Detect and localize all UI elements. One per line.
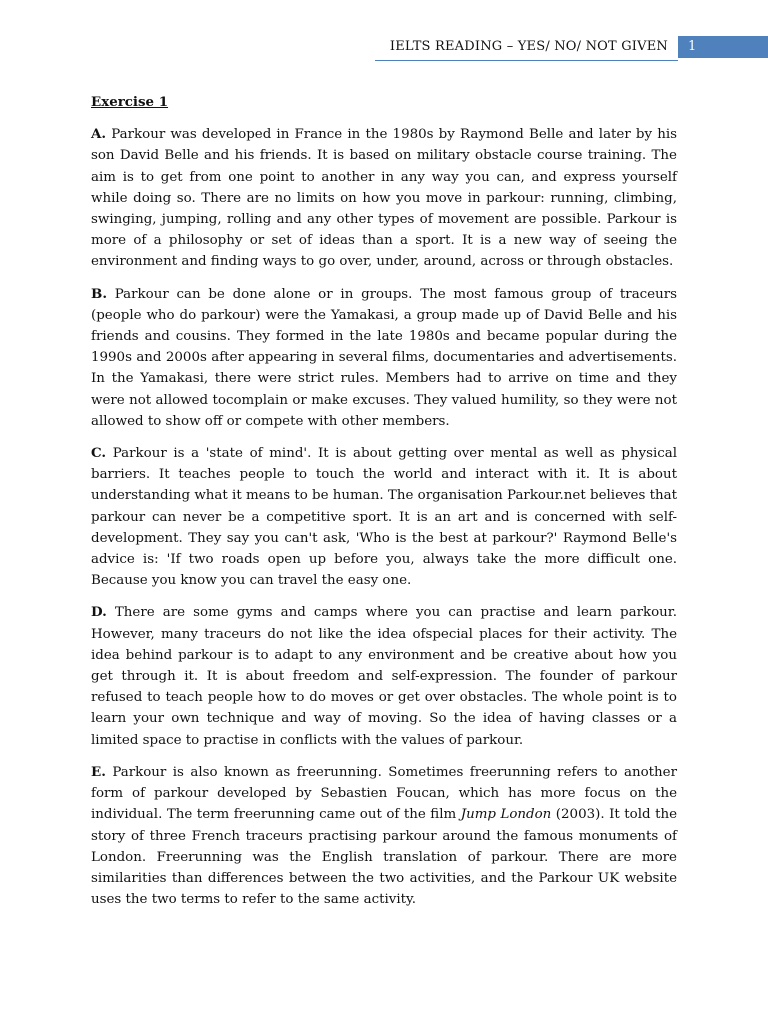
page-number-badge	[678, 36, 768, 58]
paragraph-text: Parkour was developed in France in the 1980s by Raymond Belle and later by his son David Belle and his friends. It is based on military obstacle course training. The aim is to get from one point to another in any way you can, and express yourself while doing so. There are no limits on how you move in parkour: running, climbing, swinging, jumping, rolling and any other types of movement are possible. Parkour is more of a philosophy or set of ideas than a sport. It is a new way of seeing the environment and finding ways to go over, under, around, across or through obstacles.	[91, 127, 677, 270]
paragraph-text: (2003). It told the story of three French traceurs practising parkour around the famous monuments of London. Freerunning was the English translation of parkour. There are more similarities than differences between the two activities, and the Parkour UK website uses the two terms to refer to the same activity.	[91, 807, 677, 908]
paragraph-text: Parkour is also known as freerunning. Sometimes freerunning refers to another form of parkour developed by Sebastien Foucan, which has more focus on the individual. The term freerunning came out of the film	[91, 764, 677, 823]
paragraph-b	[91, 284, 677, 432]
paragraph-text: Parkour is a 'state of mind'. It is about getting over mental as well as physical barriers. It teaches people to touch the world and interact with it. It is about understanding what it means to be human. The organisation Parkour.net believes that parkour can never be a competitive sport. It is an art and is concerned with self-development. They say you can't ask, 'Who is the best at parkour?' Raymond Belle's advice is: 'If two roads open up before you, always take the more difficult one. Because you know you can travel the easy one.	[91, 446, 677, 589]
page-header	[0, 36, 768, 62]
paragraph-a	[91, 124, 677, 272]
paragraph-e	[91, 762, 677, 910]
header-title: IELTS READING – YES/ NO/ NOT GIVEN	[389, 39, 668, 54]
paragraph-text: Parkour can be done alone or in groups. The most famous group of traceurs (people who do parkour) were the Yamakasi, a group made up of David Belle and his friends and cousins. They formed in the late 1980s and became popular during the 1990s and 2000s after appearing in several films, documentaries and advertisements. In the Yamakasi, there were strict rules. Members had to arrive on time and they were not allowed tocomplain or make excuses. They valued humility, so they were not allowed to show off or compete with other members.	[91, 286, 677, 429]
page-number: 1	[688, 39, 697, 54]
paragraph-c	[91, 443, 677, 591]
film-title: Jump London	[460, 807, 552, 823]
exercise-title: Exercise 1	[91, 94, 169, 110]
paragraph-letter: C.	[91, 445, 107, 462]
paragraph-letter: E.	[91, 763, 106, 780]
paragraph-letter: B.	[91, 285, 107, 302]
header-rule	[375, 60, 678, 61]
paragraph-letter: D.	[91, 604, 107, 621]
paragraph-text: There are some gyms and camps where you can practise and learn parkour. However, many traceurs do not like the idea ofspecial places for their activity. The idea behind parkour is to adapt to any environment and be creative about how you get through it. It is about freedom and self-expression. The founder of parkour refused to teach people how to do moves or get over obstacles. The whole point is to learn your own technique and way of moving. So the idea of having classes or a limited space to practise in conflicts with the values of parkour.	[91, 605, 677, 748]
paragraph-letter: A.	[91, 126, 107, 143]
paragraph-d	[91, 602, 677, 750]
document-body	[91, 92, 677, 921]
